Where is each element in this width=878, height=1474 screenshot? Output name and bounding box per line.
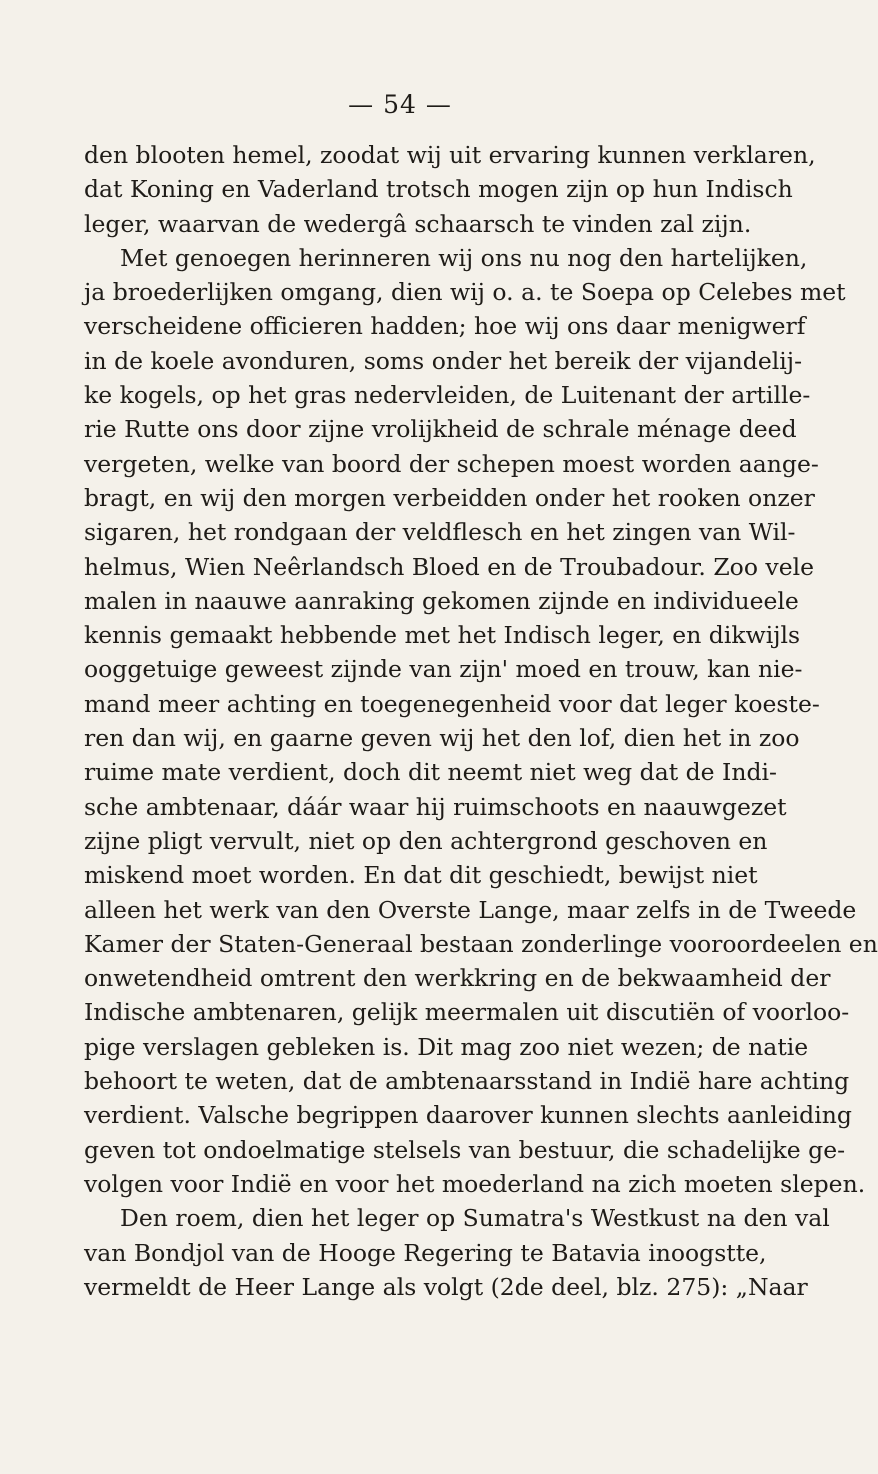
- page-number: — 54 —: [348, 90, 452, 119]
- text-line: verdient. Valsche begrippen daarover kunnen slechts aanleiding: [84, 1101, 852, 1130]
- text-line: ruime mate verdient, doch dit neemt niet weg dat de Indi-: [84, 758, 777, 787]
- text-line: Den roem, dien het leger op Sumatra's Westkust na den val: [120, 1204, 830, 1233]
- body-text: [84, 138, 878, 1304]
- text-line: dat Koning en Vaderland trotsch mogen zijn op hun Indisch: [84, 175, 793, 204]
- text-line: mand meer achting en toegenegenheid voor dat leger koeste-: [84, 689, 820, 718]
- text-line: van Bondjol van de Hooge Regering te Batavia inoogstte,: [84, 1238, 767, 1267]
- text-line: malen in naauwe aanraking gekomen zijnde en individueele: [84, 586, 799, 615]
- text-line: kennis gemaakt hebbende met het Indisch leger, en dikwijls: [84, 621, 801, 650]
- text-line: sigaren, het rondgaan der veldflesch en het zingen van Wil-: [84, 518, 796, 547]
- text-line: sche ambtenaar, dáár waar hij ruimschoots en naauwgezet: [84, 792, 787, 821]
- text-line: zijne pligt vervult, niet op den achtergrond geschoven en: [84, 826, 768, 855]
- text-line: in de koele avonduren, soms onder het bereik der vijandelij-: [84, 346, 803, 375]
- text-line: ke kogels, op het gras nedervleiden, de Luitenant der artille-: [84, 381, 811, 410]
- text-line: ren dan wij, en gaarne geven wij het den lof, dien het in zoo: [84, 724, 800, 753]
- text-line: rie Rutte ons door zijne vrolijkheid de schrale ménage deed: [84, 415, 797, 444]
- text-line: ja broederlijken omgang, dien wij o. a. te Soepa op Celebes met: [84, 278, 846, 307]
- text-line: volgen voor Indië en voor het moederland na zich moeten slepen.: [84, 1169, 866, 1198]
- text-line: alleen het werk van den Overste Lange, maar zelfs in de Tweede: [84, 895, 857, 924]
- text-line: pige verslagen gebleken is. Dit mag zoo niet wezen; de natie: [84, 1032, 809, 1061]
- text-line: miskend moet worden. En dat dit geschiedt, bewijst niet: [84, 861, 758, 890]
- text-line: Kamer der Staten-Generaal bestaan zonderlinge vooroordeelen en: [84, 929, 878, 958]
- text-line: behoort te weten, dat de ambtenaarsstand in Indië hare achting: [84, 1067, 850, 1096]
- text-line: verscheidene officieren hadden; hoe wij ons daar menigwerf: [84, 312, 806, 341]
- text-line: onwetendheid omtrent den werkkring en de bekwaamheid der: [84, 964, 831, 993]
- text-line: helmus, Wien Neêrlandsch Bloed en de Troubadour. Zoo vele: [84, 552, 815, 581]
- text-line: bragt, en wij den morgen verbeidden onder het rooken onzer: [84, 483, 815, 512]
- text-line: Met genoegen herinneren wij ons nu nog den hartelijken,: [120, 243, 808, 272]
- text-line: geven tot ondoelmatige stelsels van bestuur, die schadelijke ge-: [84, 1135, 846, 1164]
- text-line: vergeten, welke van boord der schepen moest worden aange-: [84, 449, 819, 478]
- text-line: den blooten hemel, zoodat wij uit ervaring kunnen verklaren,: [84, 141, 816, 169]
- text-line: ooggetuige geweest zijnde van zijn' moed en trouw, kan nie-: [84, 655, 803, 684]
- text-line: vermeldt de Heer Lange als volgt (2de deel, blz. 275): „Naar: [84, 1272, 808, 1301]
- text-line: Indische ambtenaren, gelijk meermalen uit discutiën of voorloo-: [84, 998, 850, 1027]
- text-line: leger, waarvan de wedergâ schaarsch te vinden zal zijn.: [84, 209, 752, 238]
